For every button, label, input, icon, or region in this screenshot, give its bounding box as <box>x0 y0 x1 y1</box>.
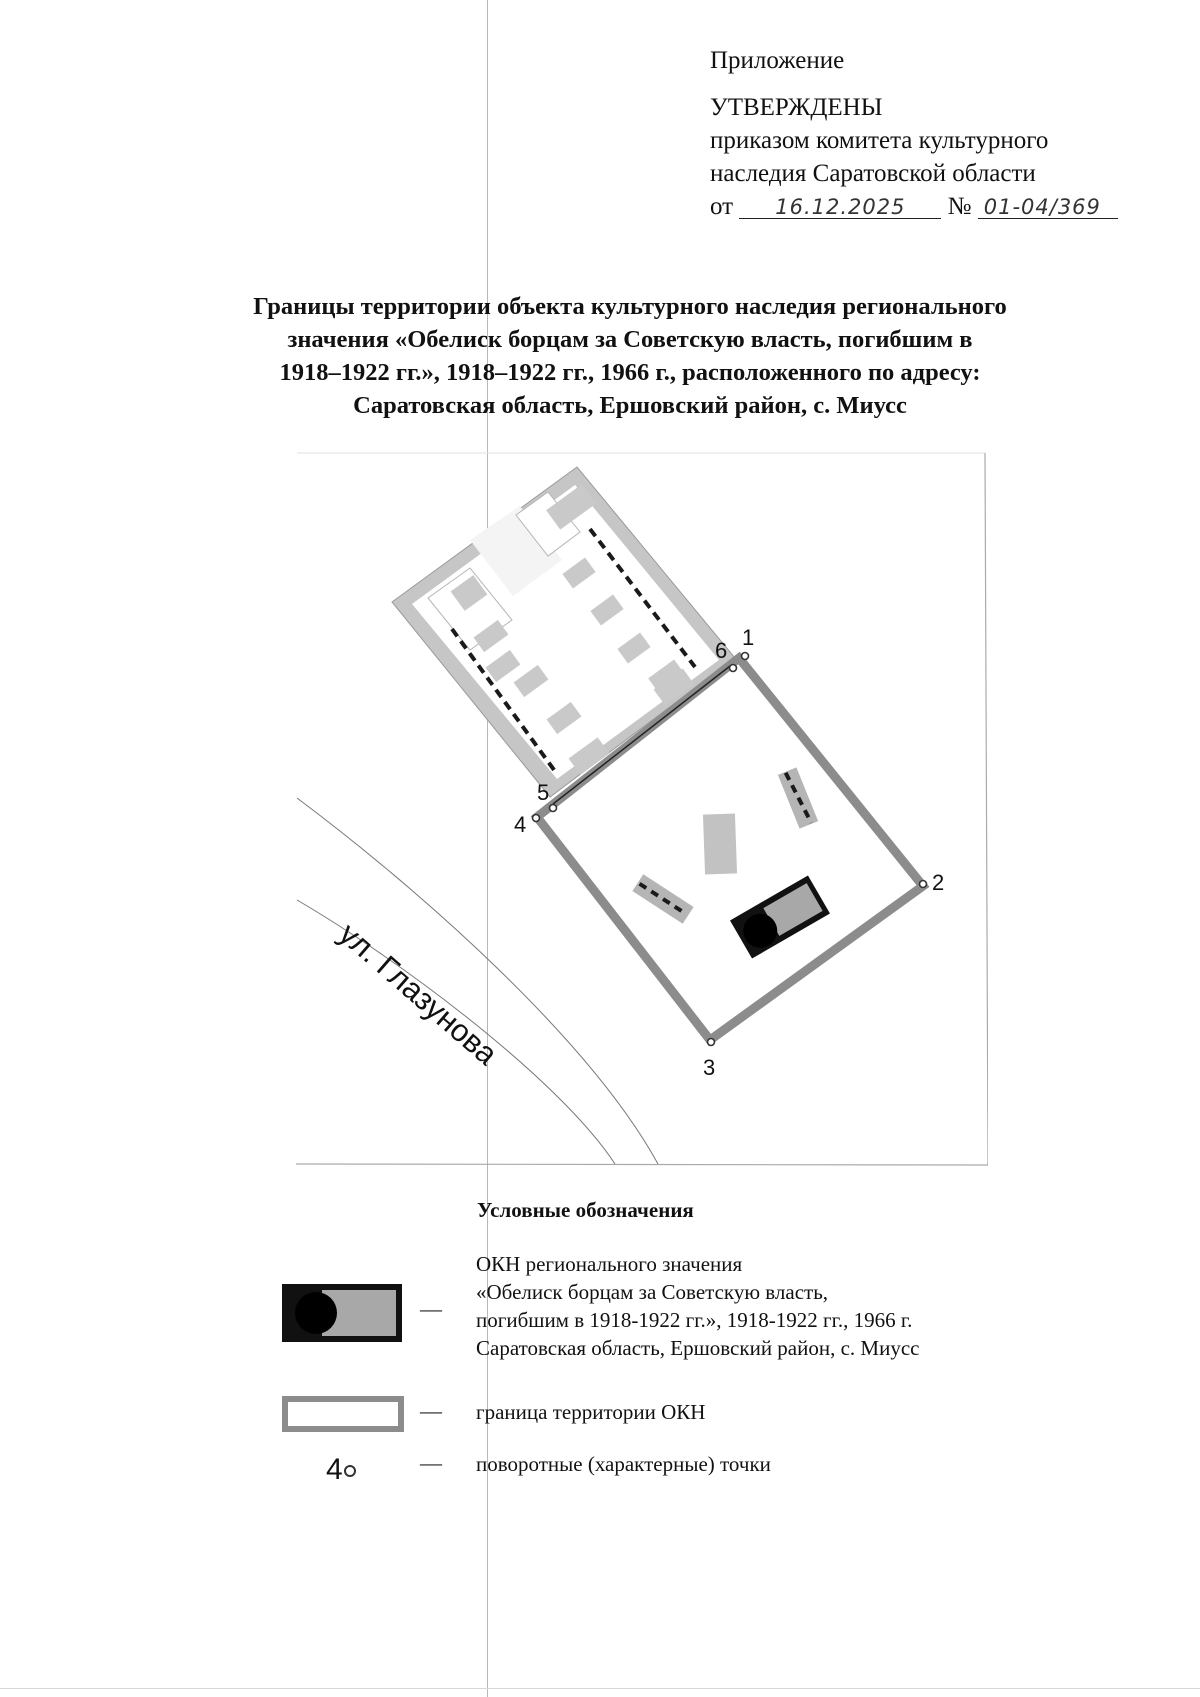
street-label: ул. Глазунова <box>332 915 505 1072</box>
point-marker-icon <box>344 1465 356 1477</box>
legend-dash: — <box>420 1296 442 1321</box>
approval-block <box>710 44 1118 223</box>
point-marker-3 <box>708 1039 715 1046</box>
approval-line-1: приказом комитета культурного <box>710 127 1049 154</box>
legend-okn-line-2: «Обелиск борцам за Советскую власть, <box>476 1280 829 1304</box>
legend-dash: — <box>420 1398 442 1423</box>
number-label: № <box>947 193 972 220</box>
point-marker-4 <box>533 815 540 822</box>
point-marker-2 <box>920 881 927 888</box>
point-marker-1 <box>742 653 749 660</box>
approval-date-line <box>710 190 1118 223</box>
map-svg <box>296 452 988 1166</box>
title-line-2: значения «Обелиск борцам за Советскую власть, погибшим в <box>287 326 973 353</box>
title-line-3: 1918–1922 гг.», 1918–1922 гг., 1966 г., расположенного по адресу: <box>279 359 981 386</box>
point-label-3: 3 <box>703 1055 716 1080</box>
inner-block-center <box>703 813 737 874</box>
title-line-1: Границы территории объекта культурного наследия регионального <box>253 293 1007 320</box>
legend-okn-line-1: ОКН регионального значения <box>476 1252 743 1276</box>
legend-okn-symbol <box>282 1284 402 1342</box>
boundary-map <box>296 452 988 1166</box>
legend-item-boundary: граница территории ОКН <box>476 1400 706 1424</box>
annex-label: Приложение <box>710 47 845 74</box>
legend-boundary-symbol <box>282 1396 404 1432</box>
point-label-1: 1 <box>742 625 755 650</box>
legend-dash: — <box>420 1450 442 1475</box>
point-marker-6 <box>730 665 737 672</box>
legend-item-points: поворотные (характерные) точки <box>476 1452 771 1476</box>
map-frame-bottom <box>296 1164 988 1165</box>
point-marker-5 <box>550 805 557 812</box>
legend-okn-circle <box>295 1292 337 1334</box>
title-line-4: Саратовская область, Ершовский район, с. Миусс <box>353 392 907 419</box>
legend-point-symbol <box>326 1453 356 1487</box>
document-title <box>170 290 1090 422</box>
legend-okn-line-4: Саратовская область, Ершовский район, с. Миусс <box>476 1336 920 1360</box>
legend-point-number: 4 <box>326 1453 343 1486</box>
scan-bottom-edge <box>0 1688 1200 1689</box>
legend-heading: Условные обозначения <box>477 1198 694 1222</box>
approved-label: УТВЕРЖДЕНЫ <box>710 94 883 121</box>
point-label-4: 4 <box>514 812 527 837</box>
handwritten-date: 16.12.2025 <box>739 196 941 219</box>
map-frame-right <box>985 453 988 1165</box>
point-label-5: 5 <box>537 780 550 805</box>
legend-item-okn <box>476 1250 919 1362</box>
point-label-2: 2 <box>932 870 945 895</box>
handwritten-number: 01-04/369 <box>978 196 1118 219</box>
approval-line-2: наследия Саратовской области <box>710 160 1036 187</box>
from-label: от <box>710 193 734 220</box>
point-label-6: 6 <box>715 638 728 663</box>
legend-boundary-rect <box>285 1399 401 1429</box>
legend-okn-line-3: погибшим в 1918-1922 гг.», 1918-1922 гг., 1966 г. <box>476 1308 913 1332</box>
